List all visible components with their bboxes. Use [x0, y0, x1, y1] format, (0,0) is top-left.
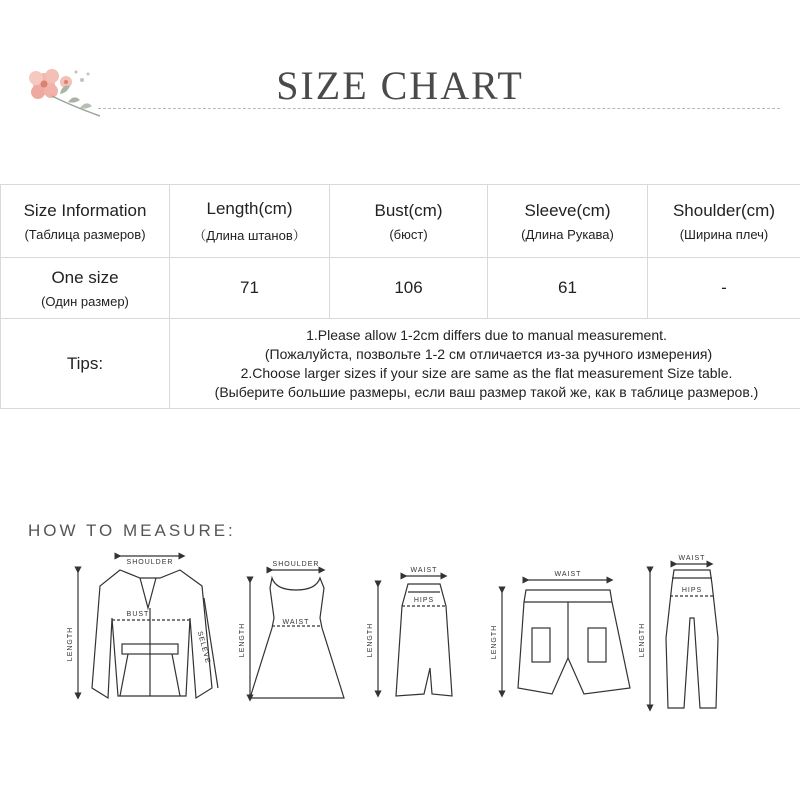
skirt-diagram-icon — [378, 576, 452, 696]
header-main: Length(cm) — [206, 198, 293, 218]
tips-line: (Пожалуйста, позвольте 1-2 см отличается из-за ручного измерения) — [264, 345, 713, 362]
hips-label: HIPS — [681, 587, 703, 594]
length-label: LENGTH — [639, 622, 646, 658]
length-label: LENGTH — [491, 624, 498, 660]
tips-text — [170, 319, 800, 409]
header-sub: (Ширина плеч) — [679, 226, 769, 242]
header-main: Bust(cm) — [374, 200, 443, 220]
how-to-measure-title: HOW TO MEASURE: — [28, 521, 236, 540]
pants-diagram-icon — [650, 564, 718, 708]
shoulder-value: - — [648, 258, 800, 319]
header-length — [170, 185, 330, 258]
size-name: One size — [51, 267, 119, 287]
title-divider — [98, 108, 780, 109]
dress-diagram-icon — [250, 570, 344, 698]
header-shoulder — [648, 185, 800, 258]
header — [0, 0, 800, 130]
shorts-diagram-icon — [502, 580, 630, 694]
tips-line: 1.Please allow 1-2cm differs due to manual measurement. — [306, 326, 667, 343]
header-sub: （Длина штанов） — [193, 227, 306, 243]
size-name-cell — [1, 258, 170, 319]
table-header-row — [1, 185, 800, 258]
shoulder-label: SHOULDER — [126, 559, 174, 566]
sleeve-value: 61 — [488, 258, 648, 319]
size-name-sub: (Один размер) — [41, 293, 129, 309]
waist-label: WAIST — [678, 555, 706, 562]
header-sub: (Длина Рукава) — [521, 226, 614, 242]
measurement-diagrams — [0, 548, 800, 728]
header-bust — [330, 185, 488, 258]
length-label: LENGTH — [67, 626, 74, 662]
header-main: Size Information — [23, 200, 147, 220]
table-row — [1, 258, 800, 319]
sleeve-label: SELEVE — [195, 630, 212, 665]
tips-row — [1, 319, 800, 409]
tips-line: (Выберите большие размеры, если ваш размер такой же, как в таблице размеров.) — [214, 383, 759, 400]
length-label: LENGTH — [367, 622, 374, 658]
tips-label: Tips: — [1, 319, 170, 409]
size-table — [0, 184, 800, 409]
tips-line: 2.Choose larger sizes if your size are same as the flat measurement Size table. — [240, 364, 733, 381]
bust-label: BUST — [126, 611, 150, 618]
jacket-diagram-icon — [78, 556, 218, 698]
header-sub: (бюст) — [389, 226, 428, 242]
length-label: LENGTH — [239, 622, 246, 658]
page-title: SIZE CHART — [276, 63, 524, 108]
header-sub: (Таблица размеров) — [24, 226, 146, 242]
header-main: Sleeve(cm) — [524, 200, 611, 220]
shoulder-label: SHOULDER — [272, 561, 320, 568]
waist-label: WAIST — [282, 619, 310, 626]
hips-label: HIPS — [413, 597, 435, 604]
waist-label: WAIST — [554, 571, 582, 578]
waist-label: WAIST — [410, 567, 438, 574]
header-main: Shoulder(cm) — [672, 200, 776, 220]
header-size-information — [1, 185, 170, 258]
bust-value: 106 — [330, 258, 488, 319]
length-value: 71 — [170, 258, 330, 319]
header-sleeve — [488, 185, 648, 258]
